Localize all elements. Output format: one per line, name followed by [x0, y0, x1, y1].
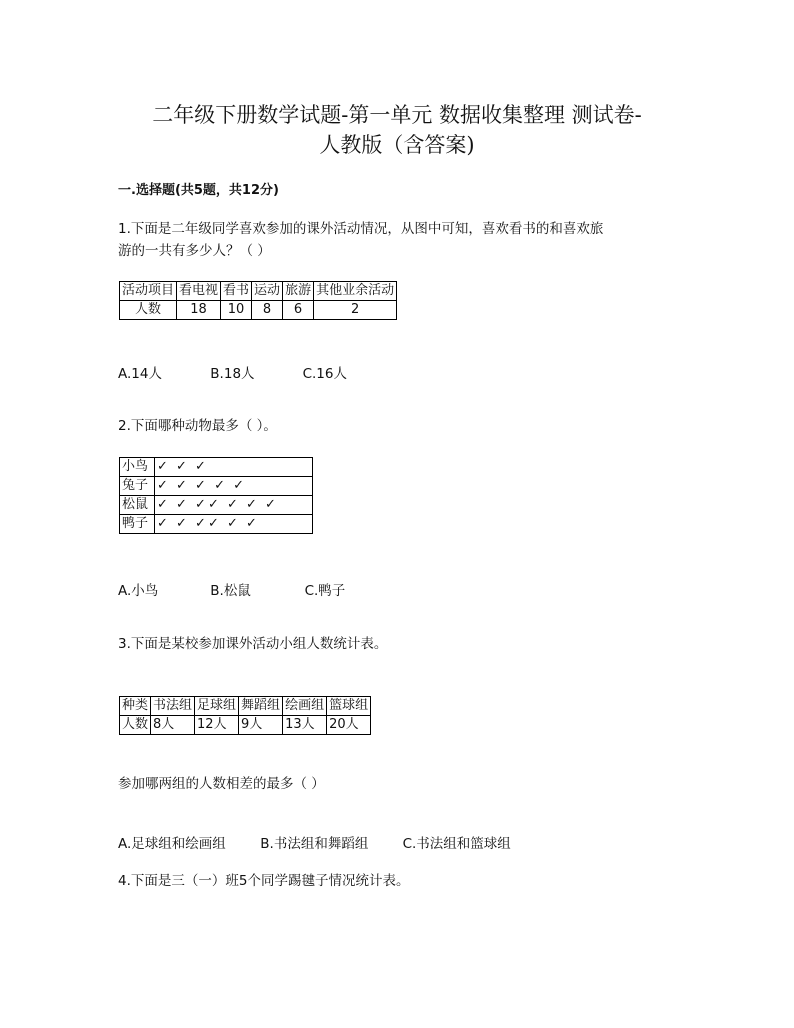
option-c[interactable]: C.鸭子 [304, 583, 346, 599]
table-cell: 种类 [120, 697, 151, 716]
q1-text-line2: 游的一共有多少人？（ ） [118, 243, 271, 259]
table-cell: 人数 [120, 301, 177, 320]
table-row [120, 477, 313, 496]
tick-marks: ✓ ✓ ✓ ✓ ✓ [155, 477, 313, 496]
table-cell: 足球组 [195, 697, 239, 716]
table-cell: 20人 [327, 716, 371, 735]
table-cell: 8人 [151, 716, 195, 735]
table-cell: 看电视 [177, 282, 221, 301]
q3-text: 3.下面是某校参加课外活动小组人数统计表。 [118, 636, 388, 652]
table-row [120, 515, 313, 534]
q2-animal-table [119, 457, 313, 534]
option-a[interactable]: A.足球组和绘画组 [118, 836, 226, 852]
table-cell: 人数 [120, 716, 151, 735]
table-row [120, 301, 397, 320]
q4-text: 4.下面是三（一）班5个同学踢毽子情况统计表。 [118, 873, 410, 889]
option-a[interactable]: A.小鸟 [118, 583, 159, 599]
q2-options [118, 579, 345, 599]
table-cell: 其他业余活动 [314, 282, 397, 301]
table-cell: 13人 [283, 716, 327, 735]
table-cell: 舞蹈组 [239, 697, 283, 716]
q1-options [118, 362, 347, 382]
q3-group-table [119, 696, 371, 735]
table-cell: 小鸟 [120, 458, 155, 477]
tick-marks: ✓ ✓ ✓✓ ✓ ✓ ✓ [155, 496, 313, 515]
table-row [120, 697, 371, 716]
table-cell: 6 [283, 301, 314, 320]
table-cell: 看书 [221, 282, 252, 301]
tick-marks: ✓ ✓ ✓ [155, 458, 313, 477]
option-a[interactable]: A.14人 [118, 366, 162, 382]
q3-question: 参加哪两组的人数相差的最多（ ） [118, 776, 325, 792]
table-cell: 运动 [252, 282, 283, 301]
table-cell: 18 [177, 301, 221, 320]
table-cell: 2 [314, 301, 397, 320]
table-cell: 12人 [195, 716, 239, 735]
page-title-line2: 人教版（含答案) [319, 133, 475, 157]
q1-activity-table [119, 281, 397, 320]
table-row [120, 458, 313, 477]
table-cell: 绘画组 [283, 697, 327, 716]
q2-text: 2.下面哪种动物最多（ ）。 [118, 418, 277, 434]
option-b[interactable]: B.松鼠 [210, 583, 251, 599]
tick-marks: ✓ ✓ ✓✓ ✓ ✓ [155, 515, 313, 534]
table-cell: 活动项目 [120, 282, 177, 301]
table-cell: 书法组 [151, 697, 195, 716]
page-title-line1: 二年级下册数学试题-第一单元 数据收集整理 测试卷- [152, 103, 642, 127]
table-cell: 9人 [239, 716, 283, 735]
table-row [120, 282, 397, 301]
section-heading: 一.选择题(共5题，共12分) [118, 183, 279, 198]
q3-options [118, 832, 511, 852]
table-cell: 兔子 [120, 477, 155, 496]
table-cell: 旅游 [283, 282, 314, 301]
option-c[interactable]: C.16人 [302, 366, 347, 382]
table-row [120, 716, 371, 735]
table-cell: 篮球组 [327, 697, 371, 716]
q1-text-line1: 1.下面是二年级同学喜欢参加的课外活动情况，从图中可知，喜欢看书的和喜欢旅 [118, 221, 604, 237]
table-cell: 松鼠 [120, 496, 155, 515]
option-c[interactable]: C.书法组和篮球组 [402, 836, 511, 852]
table-row [120, 496, 313, 515]
table-cell: 鸭子 [120, 515, 155, 534]
option-b[interactable]: B.18人 [210, 366, 255, 382]
table-cell: 8 [252, 301, 283, 320]
table-cell: 10 [221, 301, 252, 320]
option-b[interactable]: B.书法组和舞蹈组 [260, 836, 369, 852]
